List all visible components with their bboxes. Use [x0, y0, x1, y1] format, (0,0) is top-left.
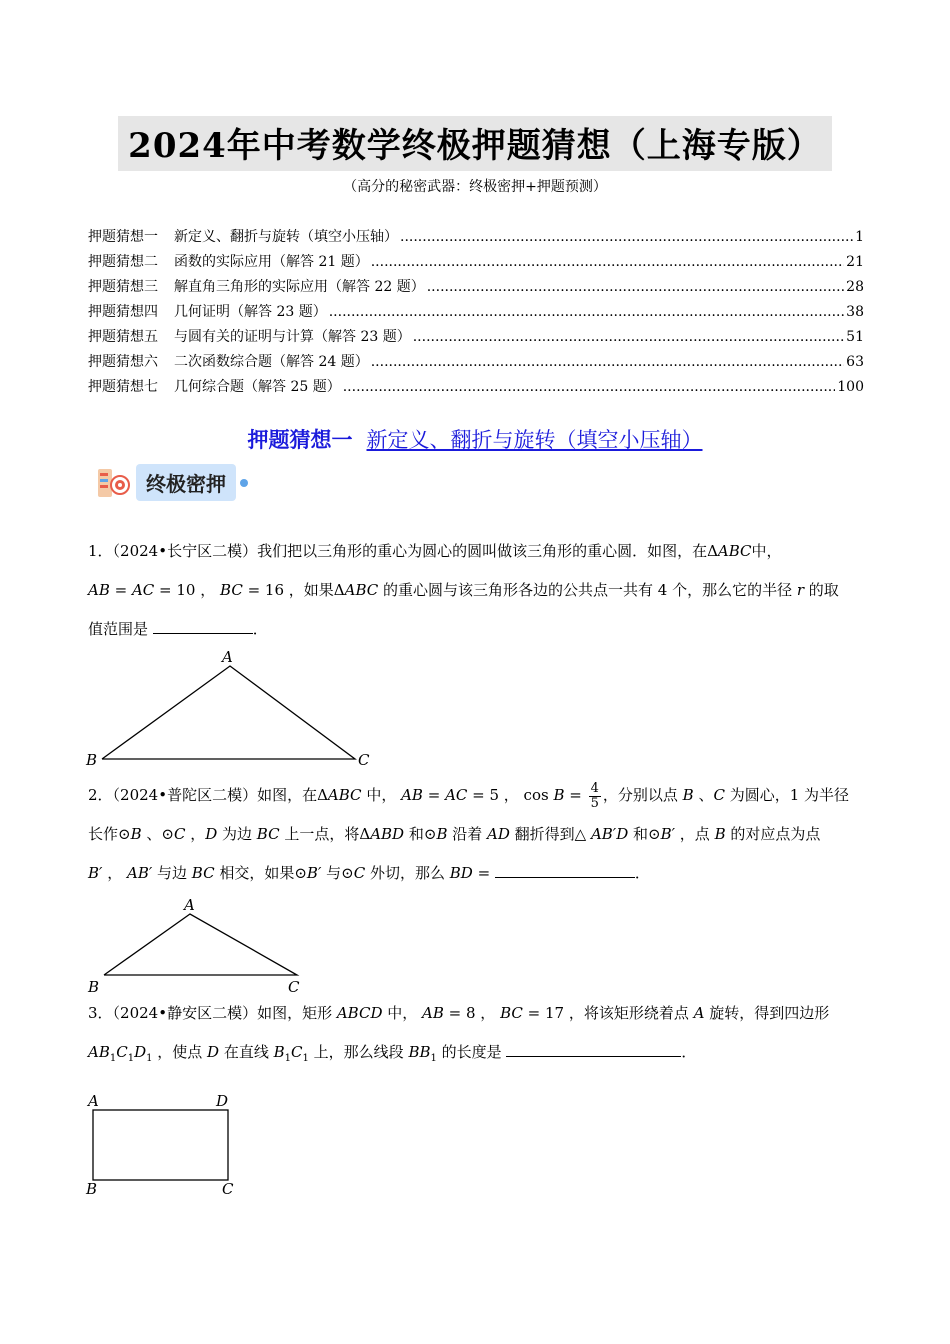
- label-d: D: [216, 1092, 229, 1110]
- answer-blank[interactable]: [153, 618, 253, 634]
- q-math: ABC: [717, 542, 752, 560]
- page-title: 2024年中考数学终极押题猜想（上海专版）: [118, 116, 832, 171]
- q-math: AD: [487, 825, 510, 843]
- label-b: B: [86, 751, 98, 769]
- q-text: = 16 ，如果: [242, 581, 334, 599]
- q-math: B′: [306, 864, 322, 882]
- q-math: B: [130, 825, 142, 843]
- q-math: AB: [401, 786, 423, 804]
- q3-line1: [88, 994, 864, 1033]
- question-1: [88, 532, 864, 649]
- toc-row[interactable]: [88, 301, 864, 326]
- q-text: Δ: [333, 581, 345, 599]
- rectangle-abcd: [93, 1110, 228, 1180]
- toc-leader: [371, 354, 844, 370]
- toc-page: 1: [855, 229, 864, 245]
- q-math: C: [291, 1043, 303, 1061]
- toc-topic: 与圆有关的证明与计算（解答 23 题）: [174, 329, 411, 345]
- toc-leader: [400, 229, 853, 245]
- q-math: B′: [660, 825, 676, 843]
- q2-line2: [88, 815, 864, 854]
- q-math: C: [713, 786, 725, 804]
- q-math: C: [173, 825, 186, 843]
- q-math: B: [553, 786, 565, 804]
- question-2: [88, 776, 864, 893]
- q-text: =: [109, 581, 132, 599]
- q-text: = 10 ，: [154, 581, 221, 599]
- title-wrap: [0, 116, 950, 171]
- q2-line1: [88, 776, 864, 815]
- q-sub: 1: [109, 1053, 117, 1064]
- q-text: 与边: [152, 864, 192, 882]
- q-text: 相交，如果⊙: [214, 864, 307, 882]
- q-math: AB: [88, 581, 110, 599]
- toc-label: 押题猜想六: [88, 354, 158, 370]
- label-a: A: [184, 896, 195, 914]
- q-math: AC: [131, 581, 155, 599]
- q-text: = 17 ，将该矩形绕着点: [522, 1004, 694, 1022]
- toc-leader: [413, 329, 844, 345]
- q-math: D: [205, 825, 218, 843]
- toc-row[interactable]: [88, 251, 864, 276]
- toc-topic: 二次函数综合题（解答 24 题）: [174, 354, 369, 370]
- toc-label: 押题猜想五: [88, 329, 158, 345]
- q-text: ，分别以点: [602, 786, 683, 804]
- label-a: A: [222, 648, 233, 666]
- q-text: 与⊙: [321, 864, 354, 882]
- toc-row[interactable]: [88, 226, 864, 251]
- q-text: Δ: [359, 825, 371, 843]
- q-text: = 5 ， cos: [467, 786, 554, 804]
- label-b: B: [88, 978, 100, 996]
- target-icon: [96, 465, 136, 501]
- q-text: ，点: [675, 825, 715, 843]
- q-math: ABCD: [336, 1004, 383, 1022]
- q2-line3: [88, 854, 864, 893]
- toc-topic: 函数的实际应用（解答 21 题）: [174, 254, 369, 270]
- q-text: ，使点: [152, 1043, 208, 1061]
- q-text: 在直线: [219, 1043, 274, 1061]
- q-text: ．: [634, 864, 650, 882]
- question-3: [88, 994, 864, 1078]
- fraction-numerator: 4: [590, 780, 599, 796]
- toc-row[interactable]: [88, 326, 864, 351]
- label-a: A: [88, 1092, 99, 1110]
- q-math: B: [273, 1043, 285, 1061]
- toc-topic: 解直角三角形的实际应用（解答 22 题）: [174, 279, 425, 295]
- triangle-abc: [104, 914, 297, 975]
- q-text: ．: [252, 620, 268, 638]
- q-text: 长作⊙: [88, 825, 131, 843]
- q-text: 的长度是: [436, 1043, 502, 1061]
- q-text: 3．（2024•静安区二模）如图，矩形: [88, 1004, 337, 1022]
- toc-page: 51: [846, 329, 864, 345]
- q-text: 翻折得到△: [509, 825, 591, 843]
- q3-line2: [88, 1033, 864, 1078]
- q-text: 的对应点为点: [725, 825, 821, 843]
- q-text: 、: [693, 786, 714, 804]
- q-math: C: [353, 864, 366, 882]
- q-text: 的取: [804, 581, 839, 599]
- q-text: 旋转，得到四边形: [704, 1004, 830, 1022]
- q-text: 为圆心，1 为半径: [724, 786, 850, 804]
- q-text: 中，: [382, 1004, 423, 1022]
- q-text: 沿着: [447, 825, 488, 843]
- q-math: D: [207, 1043, 220, 1061]
- section-topic-link[interactable]: 新定义、翻折与旋转（填空小压轴）: [366, 428, 703, 452]
- q-math: BC: [191, 864, 215, 882]
- toc-topic: 几何证明（解答 23 题）: [174, 304, 327, 320]
- label-b: B: [86, 1180, 98, 1198]
- q-text: 和⊙: [628, 825, 661, 843]
- q-math: BB: [408, 1043, 431, 1061]
- q-sub: 1: [146, 1053, 153, 1064]
- badge-dot-icon: [240, 479, 248, 487]
- answer-blank[interactable]: [495, 862, 635, 878]
- q-text: ，: [185, 825, 206, 843]
- badge: [96, 464, 248, 501]
- q-math: BC: [500, 1004, 523, 1022]
- q-math: AB′: [126, 864, 153, 882]
- q1-line1: [88, 532, 864, 571]
- toc-label: 押题猜想四: [88, 304, 158, 320]
- toc-leader: [343, 379, 836, 395]
- label-c: C: [358, 751, 370, 769]
- q-math: B′: [88, 864, 103, 882]
- q-text: 2．（2024•普陀区二模）如图，在: [88, 786, 318, 804]
- q-text: Δ: [707, 542, 718, 560]
- toc-page: 63: [846, 354, 864, 370]
- q-text: Δ: [317, 786, 328, 804]
- q-text: ，: [102, 864, 127, 882]
- label-c: C: [222, 1180, 234, 1198]
- q-text: =: [564, 786, 587, 804]
- toc-label: 押题猜想二: [88, 254, 158, 270]
- q-text: 和⊙: [404, 825, 437, 843]
- q-sub: 1: [302, 1053, 309, 1064]
- answer-blank[interactable]: [506, 1041, 681, 1057]
- page-subtitle: （高分的秘密武器：终极密押+押题预测）: [343, 179, 607, 195]
- toc-row[interactable]: [88, 276, 864, 301]
- q-math: D: [134, 1043, 147, 1061]
- toc-row[interactable]: [88, 351, 864, 376]
- q-math: AC: [445, 786, 468, 804]
- toc-page: 21: [846, 254, 864, 270]
- toc-row[interactable]: [88, 376, 864, 401]
- toc-leader: [329, 304, 844, 320]
- q-math: AB: [422, 1004, 444, 1022]
- fraction-denominator: 5: [590, 795, 599, 811]
- q-text: = 8 ，: [443, 1004, 501, 1022]
- figure-rectangle: [82, 1088, 252, 1200]
- q-math: ABC: [344, 581, 379, 599]
- q-text: 中，: [361, 786, 402, 804]
- q-text: 上一点，将: [279, 825, 360, 843]
- q-sub: 1: [430, 1053, 437, 1064]
- section-heading: [0, 424, 950, 454]
- q-sub: 1: [127, 1053, 135, 1064]
- triangle-abc: [102, 666, 355, 759]
- q-math: B: [714, 825, 726, 843]
- q-math: BC: [220, 581, 243, 599]
- toc-label: 押题猜想七: [88, 379, 158, 395]
- q-text: 值范围是: [88, 620, 149, 638]
- figure-triangle-1: [80, 644, 380, 774]
- q-text: ．: [681, 1043, 697, 1061]
- q-text: 上，那么线段: [308, 1043, 409, 1061]
- q1-line2: [88, 571, 864, 610]
- q-math: AB: [88, 1043, 110, 1061]
- q-text: 的重心圆与该三角形各边的公共点一共有 4 个，那么它的半径: [378, 581, 797, 599]
- toc-label: 押题猜想三: [88, 279, 158, 295]
- q-math: ABD: [370, 825, 405, 843]
- q-math: ABC: [327, 786, 362, 804]
- q-math: BC: [256, 825, 280, 843]
- q-math: B: [436, 825, 448, 843]
- q-text: 外切，那么: [365, 864, 450, 882]
- q-text: =: [472, 864, 495, 882]
- toc-page: 38: [846, 304, 864, 320]
- q-text: 1．（2024•长宁区二模）我们把以三角形的重心为圆心的圆叫做该三角形的重心圆．如图，在: [88, 542, 708, 560]
- toc-leader: [371, 254, 844, 270]
- q-sub: 1: [284, 1053, 292, 1064]
- q-text: 、⊙: [141, 825, 174, 843]
- q-math: BD: [449, 864, 473, 882]
- toc-label: 押题猜想一: [88, 229, 158, 245]
- q-math: r: [796, 581, 805, 599]
- q-text: 为边: [217, 825, 257, 843]
- toc-leader: [427, 279, 844, 295]
- table-of-contents: [88, 226, 864, 401]
- q-math: C: [116, 1043, 128, 1061]
- q-text: 中，: [751, 542, 782, 560]
- toc-page: 100: [837, 379, 864, 395]
- toc-topic: 新定义、翻折与旋转（填空小压轴）: [174, 229, 398, 245]
- q-math: A: [693, 1004, 705, 1022]
- badge-label: 终极密押: [136, 464, 236, 501]
- q-math: AB′D: [590, 825, 629, 843]
- q-math: B: [682, 786, 694, 804]
- figure-triangle-2: [82, 892, 312, 1000]
- label-c: C: [288, 978, 300, 996]
- toc-page: 28: [846, 279, 864, 295]
- fraction: [589, 782, 601, 811]
- section-label: 押题猜想一: [247, 428, 353, 452]
- q-text: =: [422, 786, 446, 804]
- toc-topic: 几何综合题（解答 25 题）: [174, 379, 341, 395]
